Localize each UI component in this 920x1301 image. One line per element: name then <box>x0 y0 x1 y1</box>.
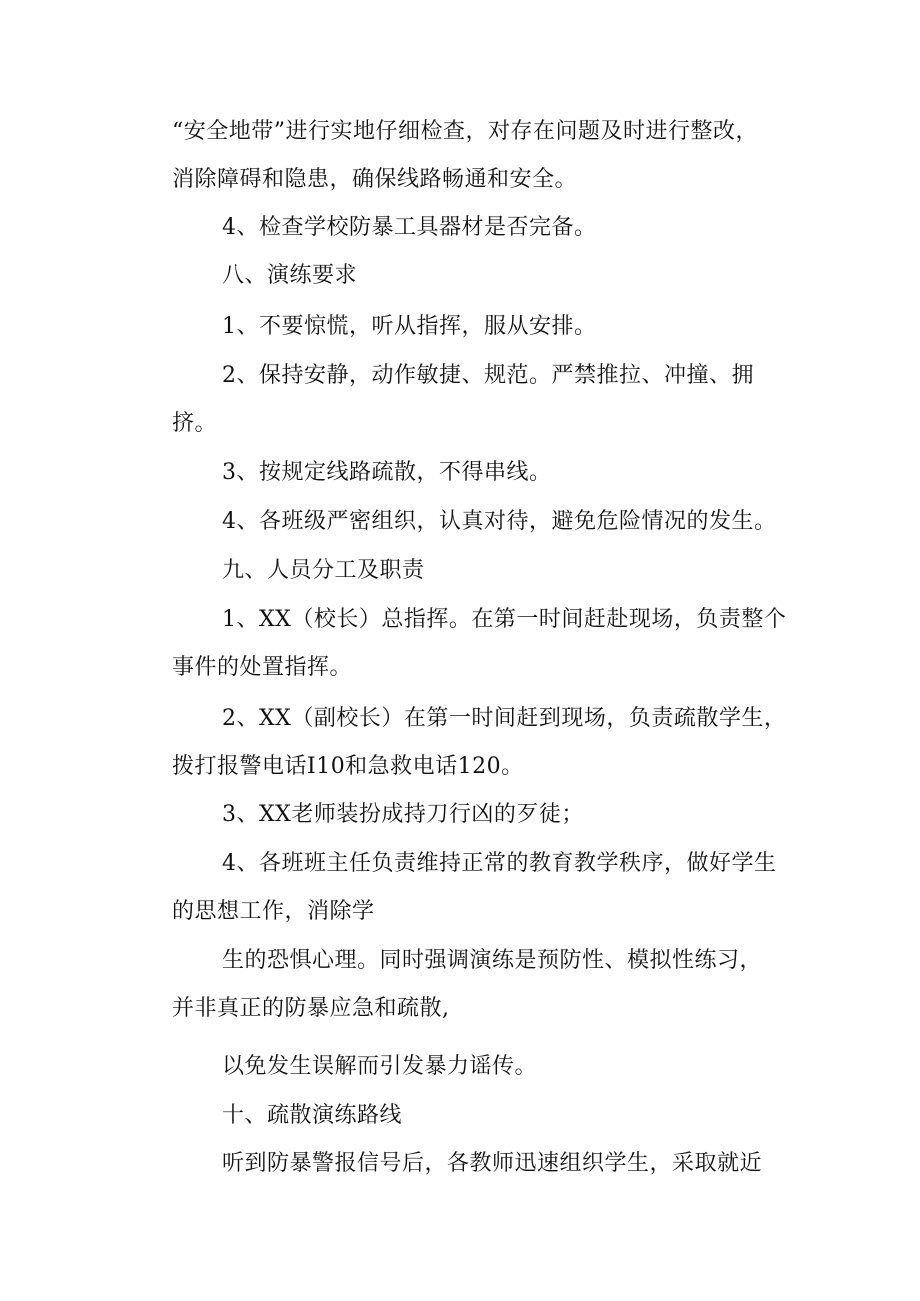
paragraph-line: 3、XX老师装扮成持刀行凶的歹徒； <box>222 802 584 827</box>
paragraph-line: 4、各班班主任负责维持正常的教育教学秩序，做好学生 <box>222 851 777 876</box>
paragraph-line: 挤。 <box>172 411 218 436</box>
paragraph-line: 生的恐惧心理。同时强调演练是预防性、模拟性练习， <box>222 948 763 973</box>
paragraph-line: 4、检查学校防暴工具器材是否完备。 <box>222 215 597 240</box>
paragraph-line: 2、保持安静，动作敏捷、规范。严禁推拉、冲撞、拥 <box>222 363 754 388</box>
paragraph-line: 的思想工作，消除学 <box>172 899 375 924</box>
paragraph-line: 1、不要惊慌，听从指挥，服从安排。 <box>222 314 597 339</box>
paragraph-line: 3、按规定线路疏散，不得串线。 <box>222 460 552 485</box>
section-heading: 八、演练要求 <box>222 263 358 288</box>
paragraph-line: 2、XX（副校长）在第一时间赶到现场，负责疏散学生， <box>222 706 787 731</box>
paragraph-line: 并非真正的防暴应急和疏散, <box>172 996 450 1021</box>
paragraph-line: 听到防暴警报信号后，各教师迅速组织学生，采取就近 <box>222 1151 763 1176</box>
paragraph-line: 消除障碍和隐患，确保线路畅通和安全。 <box>172 167 578 192</box>
paragraph-line: 事件的处置指挥。 <box>172 655 353 680</box>
paragraph-line: 拨打报警电话I10和急救电话120。 <box>172 754 524 779</box>
paragraph-line: 1、XX（校长）总指挥。在第一时间赶赴现场，负责整个 <box>222 607 787 632</box>
section-heading: 九、人员分工及职责 <box>222 558 425 583</box>
paragraph-line: 以免发生误解而引发暴力谣传。 <box>222 1054 538 1079</box>
section-heading: 十、疏散演练路线 <box>222 1103 403 1128</box>
paragraph-line: 4、各班级严密组织，认真对待，避免危险情况的发生。 <box>222 509 777 534</box>
paragraph-line: “安全地带”进行实地仔细检查，对存在问题及时进行整改， <box>172 119 758 144</box>
